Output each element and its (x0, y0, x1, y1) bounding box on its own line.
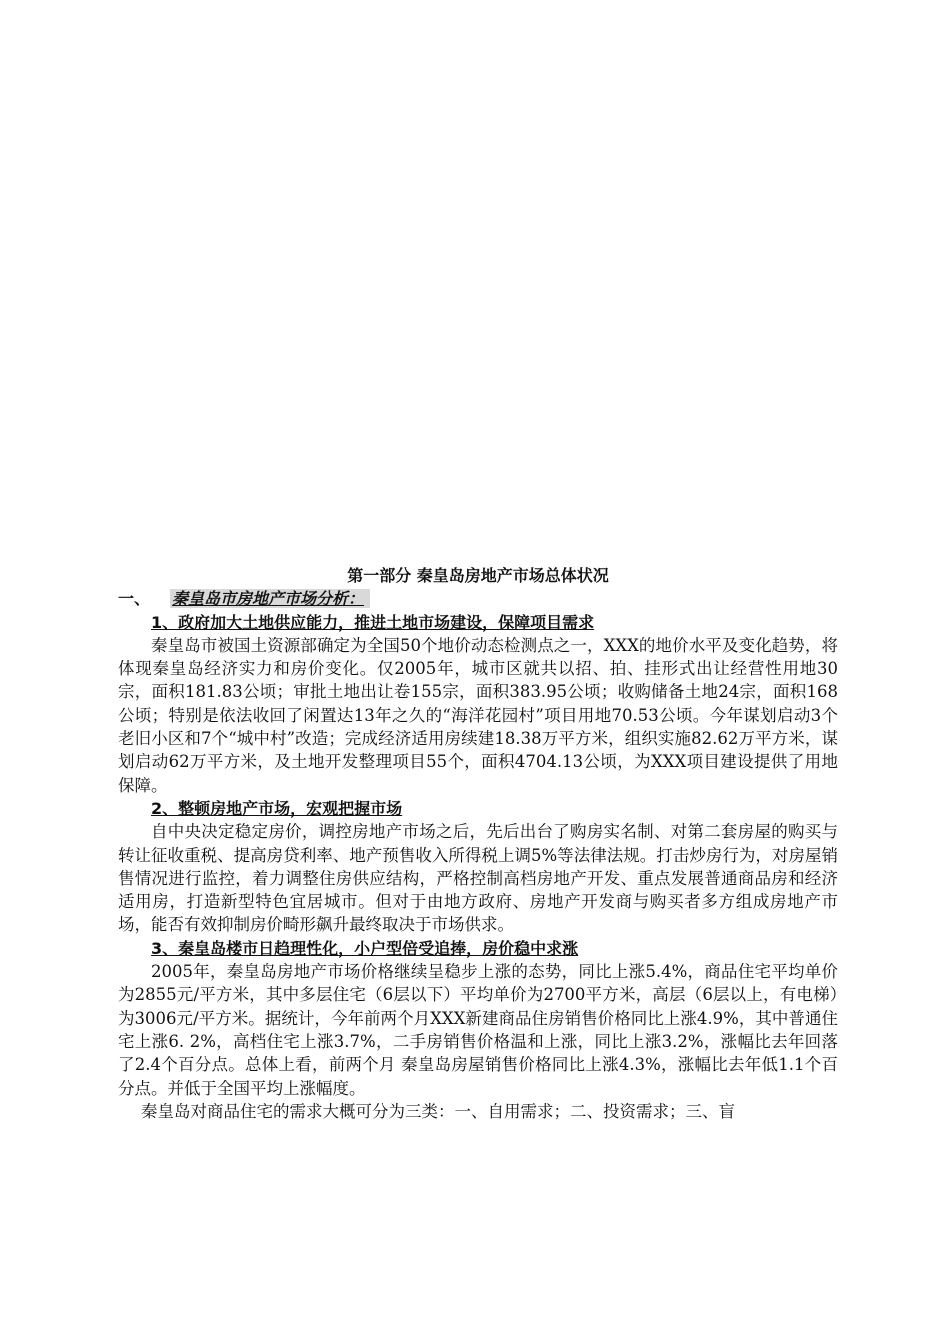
document-body (118, 564, 838, 1123)
subsection-heading-2: 2、整顿房地产市场，宏观把握市场 (151, 798, 403, 818)
section-title: 秦皇岛市房地产市场分析： (170, 589, 370, 608)
part-title: 第一部分 秦皇岛房地产市场总体状况 (347, 566, 609, 585)
section-heading (118, 587, 838, 610)
subsection-paragraph-2: 自中央决定稳定房价，调控房地产市场之后，先后出台了购房实名制、对第二套房屋的购买与转让征收重税、提高房贷利率、地产预售收入所得税上调5%等法律法规。打击炒房行为，对房屋销售情况进行监控，着力调整住房供应结构，严格控制高档房地产开发、重点发展普通商品房和经济适用房，打造新型特色宜居城市。但对于由地方政府、房地产开发商与购买者多方组成房地产市场，能否有效抑制房价畸形飙升最终取决于市场供求。 (118, 822, 838, 935)
closing-paragraph: 秦皇岛对商品住宅的需求大概可分为三类：一、自用需求；二、投资需求；三、盲 (141, 1101, 735, 1121)
subsection-heading-3: 3、秦皇岛楼市日趋理性化，小户型倍受追捧，房价稳中求涨 (151, 938, 579, 958)
subsection-paragraph-1: 秦皇岛市被国土资源部确定为全国50个地价动态检测点之一，XXX的地价水平及变化趋势，将体现秦皇岛经济实力和房价变化。仅2005年，城市区就共以招、拍、挂形式出让经营性用地30宗，面积181.83公顷；审批土地出让卷155宗，面积383.95公顷；收购储备土地24宗，面积168公顷；特别是依法收回了闲置达13年之久的“海洋花园村”项目用地70.53公顷。今年谋划启动3个老旧小区和7个“城中村”改造；完成经济适用房续建18.38万平方米，组织实施82.62万平方米，谋划启动62万平方米，及土地开发整理项目55个，面积4704.13公顷，为XXX项目建设提供了用地保障。 (118, 635, 838, 795)
subsection-heading-1: 1、政府加大土地供应能力，推进土地市场建设，保障项目需求 (151, 612, 595, 632)
subsection-paragraph-3: 2005年，秦皇岛房地产市场价格继续呈稳步上涨的态势，同比上涨5.4%，商品住宅平均单价为2855元/平方米，其中多层住宅（6层以下）平均单价为2700平方米，高层（6层以上，有电梯）为3006元/平方米。据统计，今年前两个月XXX新建商品住房销售价格同比上涨4.9%，其中普通住宅上涨6. 2%，高档住宅上涨3.7%，二手房销售价格温和上涨，同比上涨3.2%，涨幅比去年回落了2.4个百分点。总体上看，前两个月 秦皇岛房屋销售价格同比上涨4.3%，涨幅比去年低1.1个百分点。并低于全国平均上涨幅度。 (118, 962, 838, 1098)
section-number: 一、 (118, 589, 151, 609)
